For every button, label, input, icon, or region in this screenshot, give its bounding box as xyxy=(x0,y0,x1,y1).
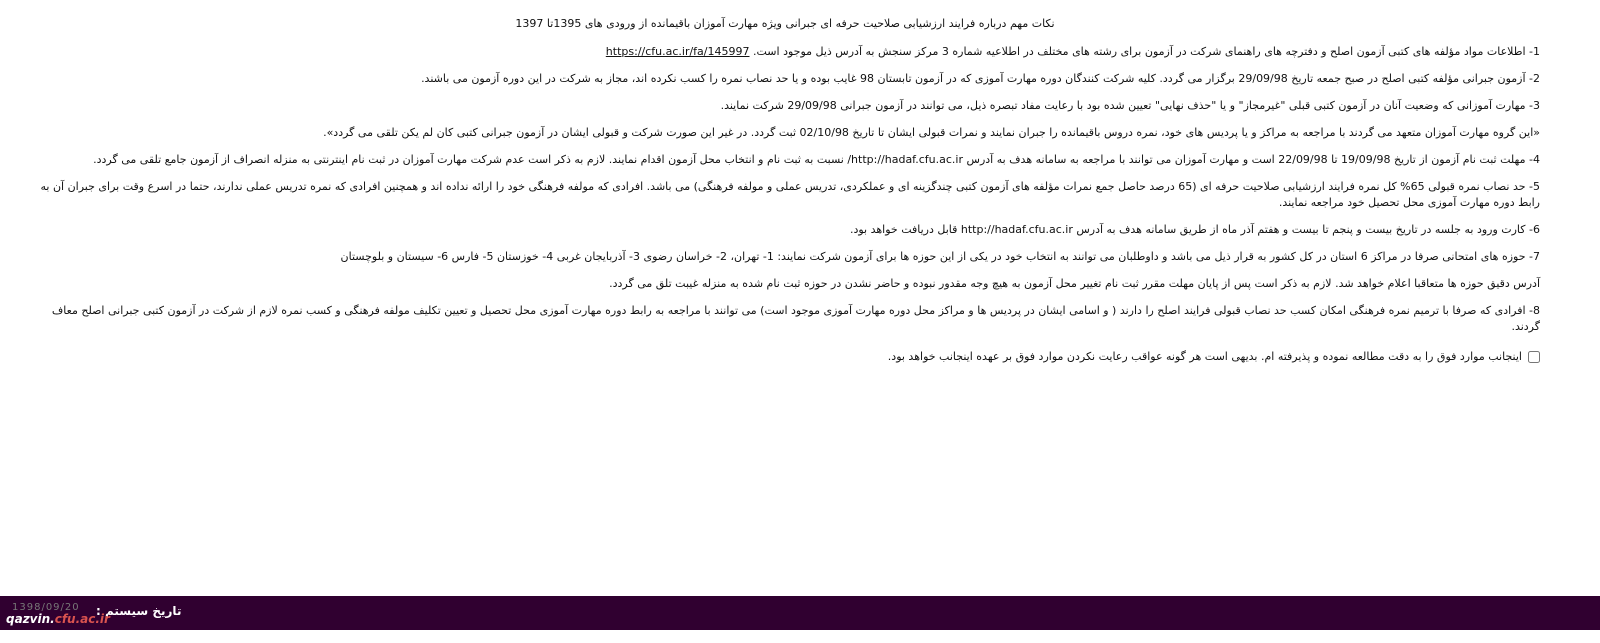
site-brand-main: qazvin. xyxy=(6,612,55,626)
notice-item-7: 7- حوزه های امتحانی صرفا در مراکز 6 استان در کل کشور به قرار ذیل می باشد و داوطلبان می توانند به انتخاب خود در یکی از این حوزه ها برای آزمون شرکت نمایند: 1- تهران، 2- خراسان رضوی 3- آذربایجان غربی 4- خوزستان 5- فارس 6- سیستان و بلوچستان xyxy=(340,250,1540,263)
notice-item-3: 3- مهارت آموزانی که وضعیت آنان در آزمون کتبی قبلی "غیرمجاز" و یا "حذف نهایی" تعیین شده بود با رعایت مفاد تبصره ذیل، می توانند در آزمون جبرانی 29/09/98 شرکت نمایند. xyxy=(720,99,1540,112)
notice-item-1-text: 1- اطلاعات مواد مؤلفه های کتبی آزمون اصلح و دفترچه های راهنمای شرکت در آزمون برای رشته های مختلف در اطلاعیه شماره 3 مرکز سنجش به آدرس ذیل موجود است. xyxy=(749,45,1540,58)
system-date-label: تاریخ سیستم : xyxy=(96,604,182,618)
site-brand xyxy=(6,612,110,626)
notice-item-5: 5- حد نصاب نمره قبولی 65% کل نمره فرایند ارزشیابی صلاحیت حرفه ای (65 درصد حاصل جمع نمرات مؤلفه های آزمون کتبی چندگزینه ای و عملکردی، تدریس عملی و مولفه فرهنگی) می باشد. افرادی که مولفه فرهنگی خود را ارائه نداده اند و همچنین افرادی که نمره تدریس عملی ندارند، حتما در اسرع وقت برای جبران آن به رابط دوره مهارت آموزی محل تحصیل خود مراجعه نمایند. xyxy=(40,180,1540,209)
system-date-value: 1398/09/20 xyxy=(12,602,80,613)
notice-item-6: 6- کارت ورود به جلسه در تاریخ بیست و پنجم تا بیست و هفتم آذر ماه از طریق سامانه هدف به آدرس http://hadaf.cfu.ac.ir قابل دریافت خواهد بود. xyxy=(849,223,1540,236)
notice-item-1 xyxy=(30,44,1540,60)
agreement-row xyxy=(30,349,1540,365)
notice-item-3-note: «این گروه مهارت آموزان متعهد می گردند با مراجعه به مراکز و یا پردیس های خود، نمره دروس باقیمانده را جبران نمایند و نمرات قبولی ایشان تا تاریخ 02/10/98 ثبت گردد. در غیر این صورت شرکت و قبولی ایشان در آزمون جبرانی کتبی کان لم یکن تلقی می گردد». xyxy=(323,126,1540,139)
notice-item-7-note: آدرس دقیق حوزه ها متعاقبا اعلام خواهد شد. لازم به ذکر است پس از پایان مهلت مقرر ثبت نام تغییر محل آزمون به هیچ وجه مقدور نبوده و حاضر نشدن در حوزه ثبت نام شده به منزله غیبت تلق می گردد. xyxy=(609,277,1540,290)
notice-item-8: 8- افرادی که صرفا با ترمیم نمره فرهنگی امکان کسب حد نصاب قبولی فرایند اصلح را دارند ( و اسامی ایشان در پردیس ها و مراکز محل دوره مهارت آموزی موجود است) می توانند با مراجعه به رابط دوره مهارت آموزی محل تحصیل و تعیین تکلیف مولفه فرهنگی و کسب نمره لازم از شرکت در آزمون کتبی جبرانی اصلح معاف گردند. xyxy=(51,304,1540,333)
notice-title: نکات مهم درباره فرایند ارزشیابی صلاحیت حرفه ای جبرانی ویژه مهارت آموزان باقیمانده از ورودی های 1395تا 1397 xyxy=(515,17,1055,30)
agreement-label: اینجانب موارد فوق را به دقت مطالعه نموده و پذیرفته ام. بدیهی است هر گونه عواقب رعایت نکردن موارد فوق بر عهده اینجانب خواهد بود. xyxy=(887,350,1522,363)
notice-item-2: 2- آزمون جبرانی مؤلفه کتبی اصلح در صبح جمعه تاریخ 29/09/98 برگزار می گردد. کلیه شرکت کنندگان دوره مهارت آموزی که در آزمون تابستان 98 غایب بوده و یا حد نصاب نمره را کسب نکرده اند، مجاز به شرکت در این دوره آزمون می باشند. xyxy=(421,72,1540,85)
notice-item-4: 4- مهلت ثبت نام آزمون از تاریخ 19/09/98 تا 22/09/98 است و مهارت آموزان می توانند با مراجعه به سامانه هدف به آدرس http://hadaf.cfu.ac.ir/ نسبت به ثبت نام و انتخاب محل آزمون اقدام نمایند. لازم به ذکر است عدم شرکت مهارت آموزان در ثبت نام اینترنتی به منزله انصراف از آزمون جامع تلقی می گردد. xyxy=(93,153,1540,166)
site-brand-accent: cfu.ac.ir xyxy=(54,612,110,626)
notice-link[interactable]: https://cfu.ac.ir/fa/145997 xyxy=(605,45,750,58)
notice-content xyxy=(30,8,1540,365)
footer-bar xyxy=(0,596,1600,630)
agreement-checkbox[interactable] xyxy=(1528,351,1540,363)
